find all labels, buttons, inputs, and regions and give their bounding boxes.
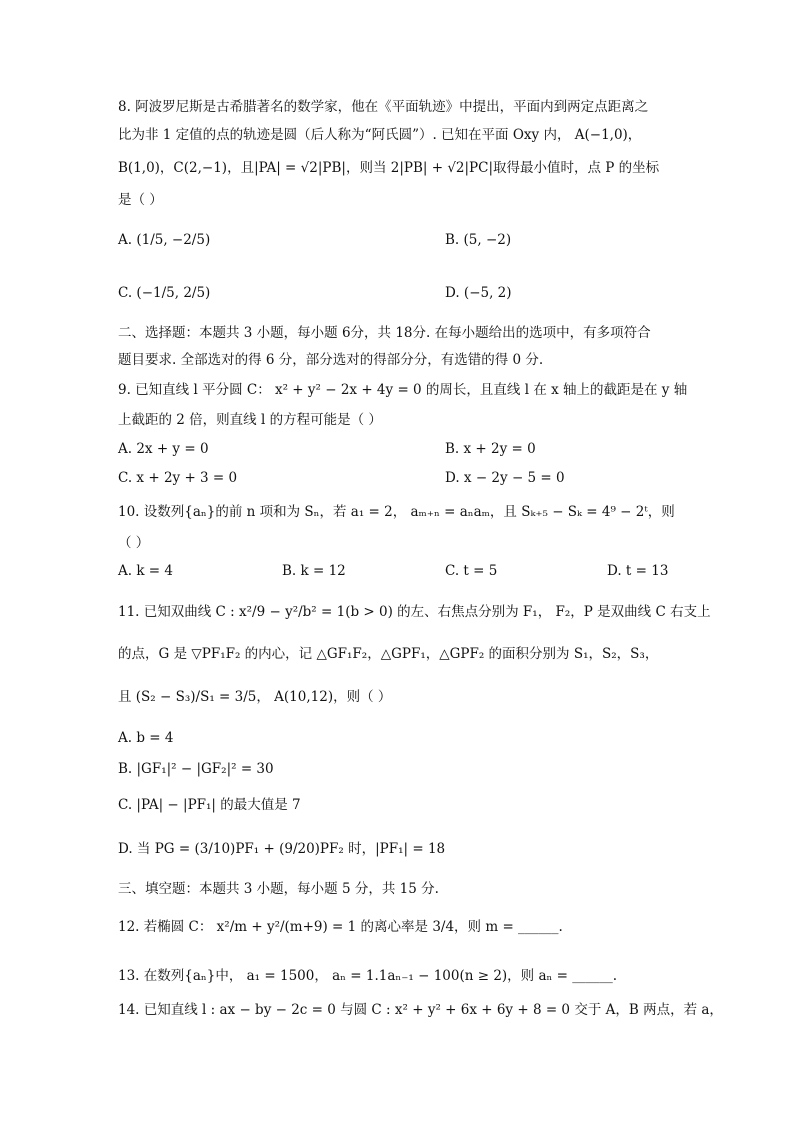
q9-option-b: B. x + 2y = 0 bbox=[445, 441, 536, 457]
q11-option-a: A. b = 4 bbox=[118, 730, 174, 746]
q13-line-1: 13. 在数列{aₙ}中， a₁ = 1500， aₙ = 1.1aₙ₋₁ − 100(n ≥ 2)，则 aₙ = ______. bbox=[118, 968, 618, 984]
q10-option-a: A. k = 4 bbox=[118, 563, 173, 579]
q11-line-2: 的点，G 是 ▽PF₁F₂ 的内心，记 △GF₁F₂，△GPF₁，△GPF₂ 的面积分别为 S₁，S₂，S₃， bbox=[118, 646, 659, 662]
q8-option-d: D. (−5, 2) bbox=[445, 285, 512, 301]
q8-line-4: 是（ ） bbox=[118, 192, 163, 208]
q14-line-1: 14. 已知直线 l : ax − by − 2c = 0 与圆 C : x² + y² + 6x + 6y + 8 = 0 交于 A，B 两点，若 a， bbox=[118, 1002, 723, 1018]
section-2-line-2: 题目要求. 全部选对的得 6 分，部分选对的得部分分，有选错的得 0 分. bbox=[118, 352, 544, 368]
q8-option-a: A. (1/5, −2/5) bbox=[118, 232, 211, 248]
q10-line-1: 10. 设数列{aₙ}的前 n 项和为 Sₙ，若 a₁ = 2， aₘ₊ₙ = aₙaₘ，且 Sₖ₊₅ − Sₖ = 4⁹ − 2ᵗ，则 bbox=[118, 504, 675, 520]
q10-option-b: B. k = 12 bbox=[282, 563, 346, 579]
q10-option-d: D. t = 13 bbox=[607, 563, 669, 579]
q8-line-3: B(1,0)，C(2,−1)，且|PA| = √2|PB|，则当 2|PB| + √2|PC|取得最小值时，点 P 的坐标 bbox=[118, 160, 660, 176]
q8-line-2: 比为非 1 定值的点的轨迹是圆（后人称为“阿氏圆”）. 已知在平面 Oxy 内， A(−1,0)， bbox=[118, 127, 642, 143]
q10-line-2: （ ） bbox=[118, 535, 150, 551]
q11-option-b: B. |GF₁|² − |GF₂|² = 30 bbox=[118, 761, 274, 777]
q9-line-2: 上截距的 2 倍，则直线 l 的方程可能是（ ） bbox=[118, 412, 382, 428]
q11-line-3: 且 (S₂ − S₃)/S₁ = 3/5， A(10,12)，则（ ） bbox=[118, 689, 392, 705]
q9-line-1: 9. 已知直线 l 平分圆 C： x² + y² − 2x + 4y = 0 的周长，且直线 l 在 x 轴上的截距是在 y 轴 bbox=[118, 382, 688, 398]
q9-option-c: C. x + 2y + 3 = 0 bbox=[118, 470, 238, 486]
q8-line-1: 8. 阿波罗尼斯是古希腊著名的数学家，他在《平面轨迹》中提出，平面内到两定点距离之 bbox=[118, 99, 649, 115]
q9-option-a: A. 2x + y = 0 bbox=[118, 441, 209, 457]
q9-option-d: D. x − 2y − 5 = 0 bbox=[445, 470, 565, 486]
q11-option-d: D. 当 PG = (3/10)PF₁ + (9/20)PF₂ 时，|PF₁| = 18 bbox=[118, 841, 446, 857]
q11-line-1: 11. 已知双曲线 C : x²/9 − y²/b² = 1(b > 0) 的左、右焦点分别为 F₁， F₂，P 是双曲线 C 右支上 bbox=[118, 604, 711, 620]
q8-option-c: C. (−1/5, 2/5) bbox=[118, 285, 211, 301]
section-3-line-1: 三、填空题：本题共 3 小题，每小题 5 分，共 15 分. bbox=[118, 881, 439, 897]
q11-option-c: C. |PA| − |PF₁| 的最大值是 7 bbox=[118, 797, 301, 813]
q12-line-1: 12. 若椭圆 C： x²/m + y²/(m+9) = 1 的离心率是 3/4，则 m = ______. bbox=[118, 919, 563, 935]
section-2-line-1: 二、选择题：本题共 3 小题，每小题 6分，共 18分. 在每小题给出的选项中，有多项符合 bbox=[118, 325, 651, 341]
q8-option-b: B. (5, −2) bbox=[445, 232, 512, 248]
q10-option-c: C. t = 5 bbox=[445, 563, 498, 579]
